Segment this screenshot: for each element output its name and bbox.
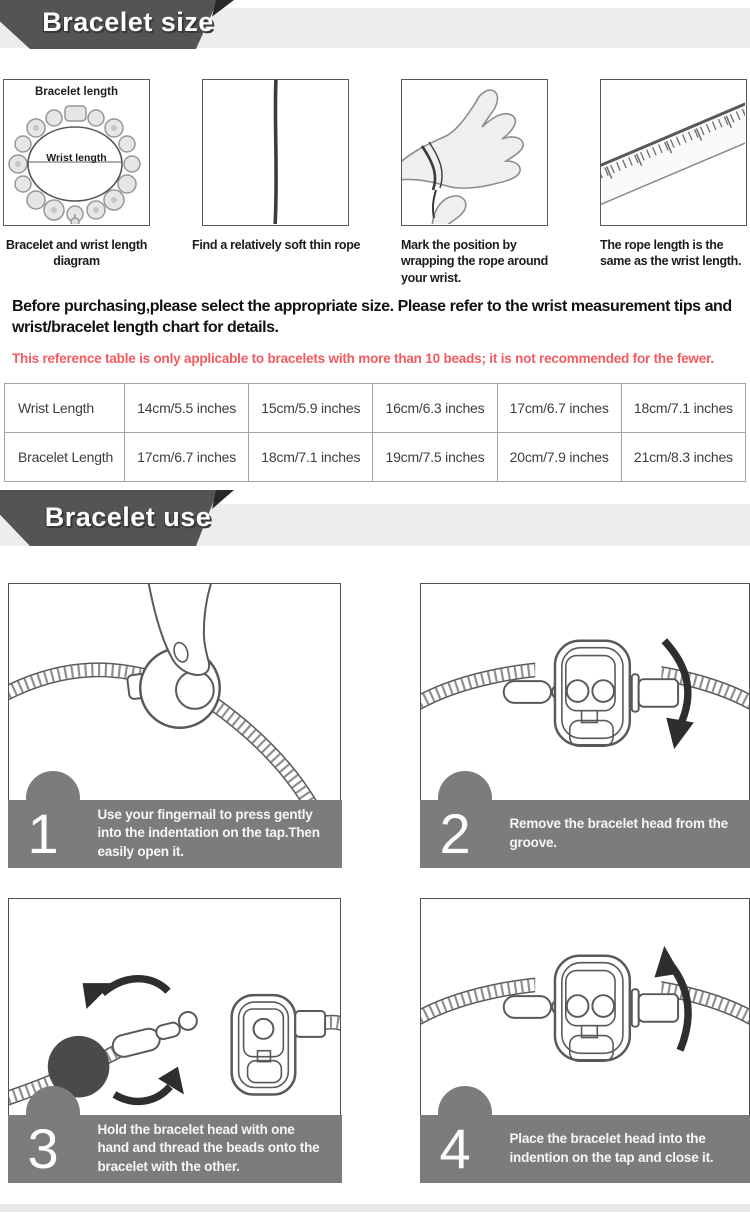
step-card-4 [420, 898, 750, 1182]
step-band-3 [8, 1115, 342, 1183]
close-head-illustration [421, 899, 749, 1115]
step-text: Place the bracelet head into the indention on the tap and close it. [509, 1131, 714, 1165]
caption-bracelet-diagram: Bracelet and wrist length diagram [5, 238, 148, 269]
step-band-4 [420, 1115, 750, 1183]
hand-wrist-illustration [402, 80, 546, 224]
section-title-bracelet-use: Bracelet use [44, 502, 212, 533]
bracelet-size-cell: 19cm/7.5 inches [373, 433, 497, 482]
footer-strip [0, 1204, 750, 1212]
panel-wrap-wrist [401, 79, 548, 286]
caption-wrap-wrist: Mark the position by wrapping the rope around your wrist. [401, 238, 548, 285]
label-wrist-length: Wrist length [46, 152, 107, 164]
panel-soft-rope [192, 79, 361, 286]
label-bracelet-length: Bracelet length [34, 86, 119, 98]
step-number: 4 [439, 1116, 471, 1180]
bracelet-size-cell: 18cm/7.1 inches [249, 433, 373, 482]
step-card-1 [8, 583, 341, 867]
caption-soft-rope: Find a relatively soft thin rope [192, 238, 361, 252]
measurement-panels-row [0, 79, 750, 286]
bracelet-size-banner [0, 0, 750, 50]
bracelet-size-cell: 20cm/7.9 inches [497, 433, 621, 482]
wrist-wrap-image [401, 79, 548, 226]
step-text: Hold the bracelet head with one hand and thread the beads onto the bracelet with the other. [97, 1121, 320, 1175]
caption-ruler: The rope length is the same as the wrist length. [600, 238, 742, 269]
thread-beads-illustration [9, 899, 340, 1115]
remove-head-illustration [421, 584, 749, 800]
ruler-image [600, 79, 747, 226]
table-row-wrist [5, 384, 746, 433]
wrist-length-header: Wrist Length [5, 384, 125, 433]
rope-illustration [203, 80, 347, 224]
step-card-3 [8, 898, 341, 1182]
bracelet-use-banner [0, 490, 750, 547]
step-card-2 [420, 583, 750, 867]
usage-steps-grid [0, 583, 750, 1182]
bracelet-diagram-image [3, 79, 150, 226]
ruler-illustration [601, 80, 745, 224]
step-number: 3 [27, 1116, 59, 1180]
size-table-warning: This reference table is only applicable to bracelets with more than 10 beads; it is not recommended for the fewer. [12, 351, 714, 367]
panel-bracelet-diagram [3, 79, 150, 286]
step-band-2 [420, 800, 750, 868]
wrist-size-cell: 14cm/5.5 inches [125, 384, 249, 433]
step-band-1 [8, 800, 342, 868]
press-clasp-illustration [9, 584, 340, 800]
bracelet-size-cell: 17cm/6.7 inches [125, 433, 249, 482]
wrist-size-cell: 16cm/6.3 inches [373, 384, 497, 433]
wrist-size-cell: 18cm/7.1 inches [621, 384, 745, 433]
step-number: 2 [439, 801, 471, 865]
bracelet-size-cell: 21cm/8.3 inches [621, 433, 745, 482]
bracelet-length-header: Bracelet Length [5, 433, 125, 482]
step-text: Use your fingernail to press gently into the indentation on the tap.Then easily open it. [97, 806, 320, 860]
rope-image [202, 79, 349, 226]
panel-ruler [600, 79, 747, 286]
wrist-size-cell: 17cm/6.7 inches [497, 384, 621, 433]
table-row-bracelet [5, 433, 746, 482]
step-number: 1 [27, 801, 59, 865]
size-selection-intro: Before purchasing,please select the appropriate size. Please refer to the wrist measurement tips and wrist/bracelet length chart for details. [12, 297, 732, 337]
size-table [4, 383, 746, 482]
step-text: Remove the bracelet head from the groove. [509, 816, 728, 850]
section-title-bracelet-size: Bracelet size [42, 7, 214, 37]
wrist-size-cell: 15cm/5.9 inches [249, 384, 373, 433]
